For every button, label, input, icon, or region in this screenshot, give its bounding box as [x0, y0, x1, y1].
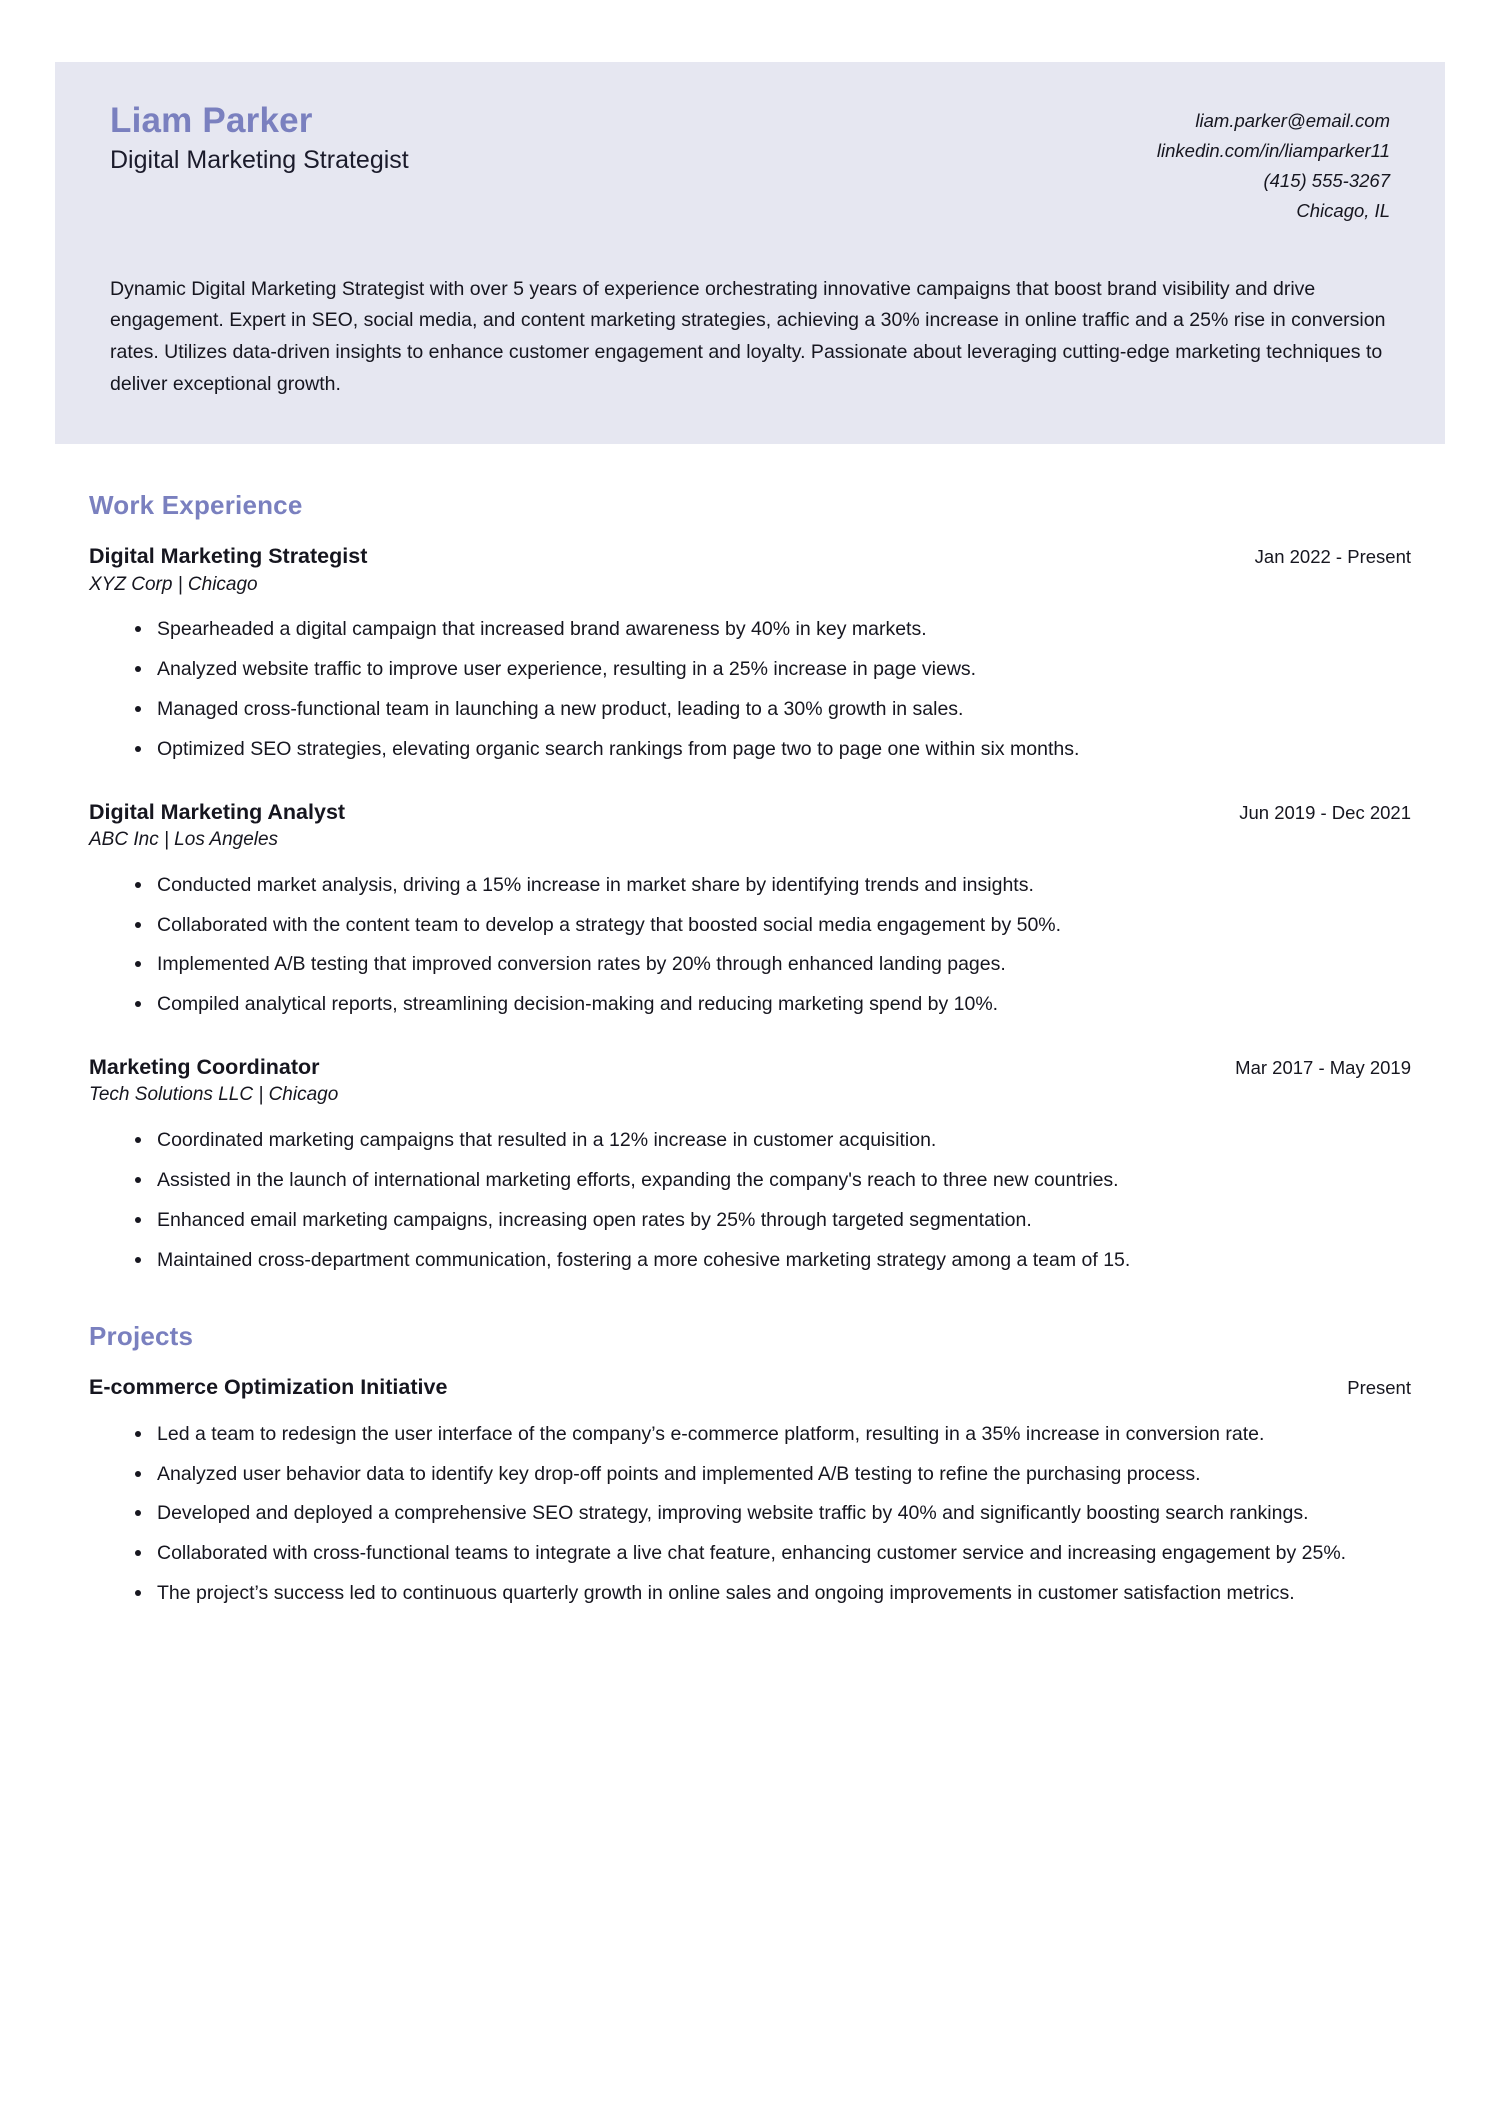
list-item: Optimized SEO strategies, elevating organic search rankings from page two to page one within six months. — [135, 734, 1411, 765]
project-date-range: Present — [1347, 1377, 1411, 1399]
experience-entry-header — [89, 799, 1411, 827]
professional-summary: Dynamic Digital Marketing Strategist with over 5 years of experience orchestrating innovative campaigns that boost brand visibility and drive engagement. Expert in SEO, social media, and content marketing strategies, achieving a 30% increase in online traffic and a 25% rise in conversion rates. Utilizes data-driven insights to enhance customer engagement and loyalty. Passionate about leveraging cutting-edge marketing techniques to deliver exceptional growth. — [110, 277, 1386, 395]
project-entry-header — [89, 1374, 1411, 1402]
experience-job-title: Digital Marketing Strategist — [89, 544, 368, 569]
experience-date-range: Jun 2019 - Dec 2021 — [1239, 801, 1411, 823]
list-item: Maintained cross-department communication, fostering a more cohesive marketing strategy among a team of 15. — [135, 1245, 1411, 1276]
experience-date-range: Mar 2017 - May 2019 — [1235, 1056, 1411, 1078]
list-item: Collaborated with the content team to develop a strategy that boosted social media engagement by 50%. — [135, 910, 1411, 941]
experience-bullet-list — [89, 870, 1411, 1020]
list-item: Analyzed website traffic to improve user experience, resulting in a 25% increase in page views. — [135, 654, 1411, 685]
experience-company-location: XYZ Corp | Chicago — [89, 573, 258, 595]
project-title: E-commerce Optimization Initiative — [89, 1375, 448, 1400]
list-item: Assisted in the launch of international marketing efforts, expanding the company's reach to three new countries. — [135, 1165, 1411, 1196]
experience-entry — [89, 799, 1411, 1020]
list-item: Collaborated with cross-functional teams to integrate a live chat feature, enhancing customer service and increasing engagement by 25%. — [135, 1538, 1411, 1569]
section-title-work-experience: Work Experience — [89, 490, 303, 521]
list-item: Implemented A/B testing that improved conversion rates by 20% through enhanced landing pages. — [135, 949, 1411, 980]
list-item: Led a team to redesign the user interface of the company’s e-commerce platform, resulting in a 35% increase in conversion rate. — [135, 1419, 1411, 1450]
list-item: Enhanced email marketing campaigns, increasing open rates by 25% through targeted segmentation. — [135, 1205, 1411, 1236]
project-bullet-list — [89, 1419, 1411, 1609]
experience-entry — [89, 1054, 1411, 1275]
candidate-name: Liam Parker — [110, 101, 313, 140]
list-item: Conducted market analysis, driving a 15% increase in market share by identifying trends and insights. — [135, 870, 1411, 901]
contact-linkedin[interactable]: linkedin.com/in/liamparker11 — [1156, 139, 1390, 161]
list-item: Developed and deployed a comprehensive SEO strategy, improving website traffic by 40% and significantly boosting search rankings. — [135, 1498, 1411, 1529]
list-item: Spearheaded a digital campaign that increased brand awareness by 40% in key markets. — [135, 614, 1411, 645]
list-item: Managed cross-functional team in launching a new product, leading to a 30% growth in sales. — [135, 694, 1411, 725]
experience-entry — [89, 543, 1411, 764]
section-work-experience — [55, 490, 1445, 1275]
candidate-headline: Digital Marketing Strategist — [110, 146, 409, 175]
project-entry — [89, 1374, 1411, 1609]
experience-job-title: Marketing Coordinator — [89, 1054, 320, 1079]
experience-bullet-list — [89, 614, 1411, 764]
experience-company-location: ABC Inc | Los Angeles — [89, 829, 279, 851]
contact-block — [1157, 100, 1390, 226]
list-item: Compiled analytical reports, streamlining decision-making and reducing marketing spend by 10%. — [135, 989, 1411, 1020]
resume-header-panel — [55, 62, 1445, 444]
contact-location: Chicago, IL — [1296, 199, 1390, 221]
experience-date-range: Jan 2022 - Present — [1254, 546, 1411, 568]
section-projects — [55, 1321, 1445, 1609]
header-top-row — [110, 100, 1390, 226]
experience-entry-header — [89, 543, 1411, 571]
list-item: Coordinated marketing campaigns that resulted in a 12% increase in customer acquisition. — [135, 1125, 1411, 1156]
section-title-projects: Projects — [89, 1321, 194, 1352]
contact-email[interactable]: liam.parker@email.com — [1195, 110, 1390, 131]
experience-bullet-list — [89, 1125, 1411, 1275]
experience-company-location: Tech Solutions LLC | Chicago — [89, 1084, 339, 1106]
experience-entry-header — [89, 1054, 1411, 1082]
list-item: Analyzed user behavior data to identify key drop-off points and implemented A/B testing to refine the purchasing process. — [135, 1459, 1411, 1490]
experience-job-title: Digital Marketing Analyst — [89, 799, 346, 824]
list-item: The project’s success led to continuous quarterly growth in online sales and ongoing improvements in customer satisfaction metrics. — [135, 1578, 1411, 1609]
identity-block — [110, 100, 409, 175]
contact-phone[interactable]: (415) 555-3267 — [1263, 169, 1390, 191]
